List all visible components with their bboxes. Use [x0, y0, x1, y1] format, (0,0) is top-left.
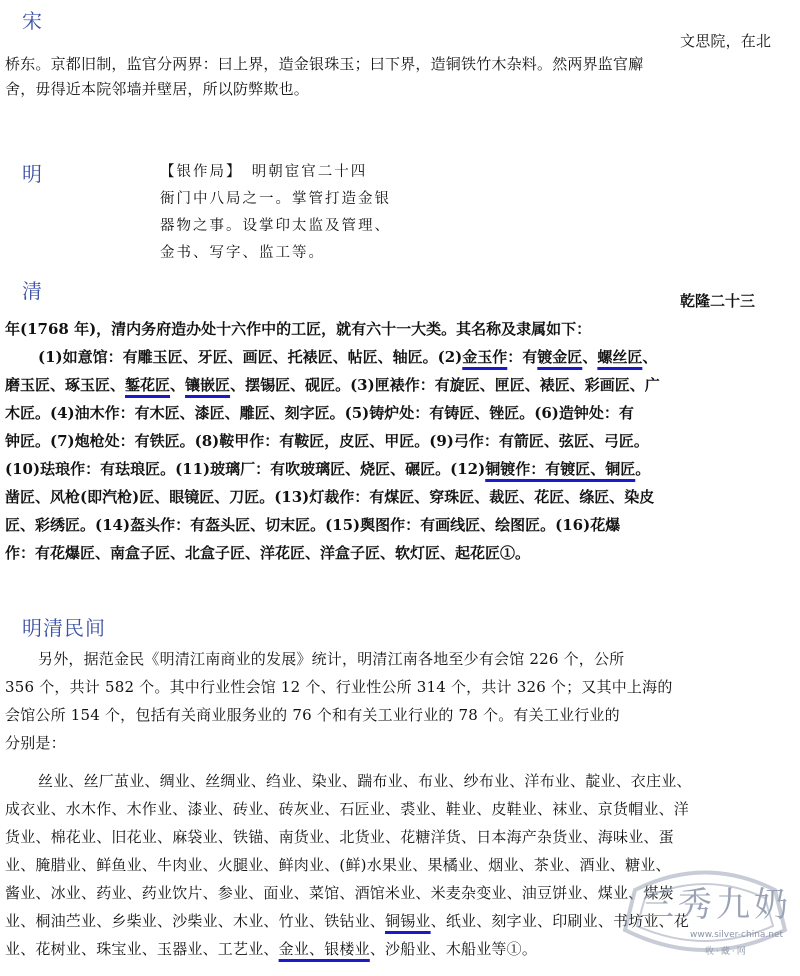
underlined-term: 铜镀作：有镀匠、铜匠 [485, 460, 636, 478]
text-segment: 钟匠。(7)炮枪处：有铁匠。(8)鞍甲作：有鞍匠，皮匠、甲匠。(9)弓作：有箭匠、弦匠、弓匠。 [5, 432, 649, 450]
text-segment: 酱业、冰业、药业、药业饮片、参业、面业、菜馆、酒馆米业、米麦杂变业、油豆饼业、煤业、煤炭 [5, 884, 674, 902]
text-segment: 木匠。(4)油木作：有木匠、漆匠、雕匠、刻字匠。(5)铸炉处：有铸匠、锉匠。(6)造钟处：有 [5, 404, 634, 422]
watermark-url: www.silver-china.net [690, 930, 784, 940]
text-segment: 、纸业、刻字业、印刷业、书坊业、花 [430, 912, 690, 930]
mingqing-line [5, 882, 674, 903]
text-segment: 另外，据范金民《明清江南商业的发展》统计，明清江南各地至少有会馆 226 个，公所 [38, 650, 625, 668]
mingqing-line [5, 854, 671, 875]
underlined-term: 镀金匠 [537, 348, 583, 366]
text-segment: 。 [635, 460, 651, 478]
text-segment: 业、桐油苎业、乡柴业、沙柴业、木业、竹业、铁钻业、 [5, 912, 386, 930]
song-line: 文思院，在北 [680, 32, 772, 50]
text-segment: 年(1768 年)，清内务府造办处十六作中的工匠，就有六十一大类。其名称及隶属如下： [5, 320, 592, 338]
text-segment: 会馆公所 154 个，包括有关商业服务业的 76 个和有关工业行业的 78 个。有关工业行业的 [5, 706, 620, 724]
heading-mingqing: 明清民间 [22, 616, 106, 640]
ming-line: 金书、写字、监工等。 [160, 245, 325, 261]
text-segment: (10)珐琅作：有珐琅匠。(11)玻璃厂：有吹玻璃匠、烧匠、碾匠。(12) [5, 460, 486, 478]
watermark-text: 三秀九奶 [640, 885, 792, 925]
ming-line: 【银作局】 明朝宦官二十四 [160, 164, 368, 180]
text-segment: 货业、棉花业、旧花业、麻袋业、铁锚、南货业、北货业、花糖洋货、日本海产杂货业、海味业、蛋 [5, 828, 674, 846]
text-segment: 匠、彩绣匠。(14)盔头作：有盔头匠、切末匠。(15)舆图作：有画线匠、绘图匠。(16)花爆 [5, 516, 621, 534]
heading-song: 宋 [22, 9, 43, 33]
qing-line [680, 290, 755, 311]
song-line: 舍，毋得近本院邻墙并壁居，所以防弊欺也。 [5, 80, 310, 98]
text-segment: 分别是： [5, 734, 66, 752]
mingqing-line [5, 704, 620, 725]
heading-ming: 明 [22, 162, 43, 186]
watermark-sub: 收·藏·网 [705, 947, 748, 957]
underlined-term: 金玉作 [462, 348, 508, 366]
mingqing-line [5, 826, 674, 847]
underlined-term: 铜锡业 [385, 912, 431, 930]
text-segment: ：有 [507, 348, 538, 366]
text-segment: 业、花树业、珠宝业、玉器业、工艺业、 [5, 940, 279, 958]
qing-line [5, 430, 649, 451]
text-segment: 、沙船业、木船业等①。 [369, 940, 538, 958]
mingqing-line [5, 732, 66, 753]
mingqing-line [5, 938, 537, 959]
qing-line [5, 542, 530, 563]
text-segment: (1)如意馆：有雕玉匠、牙匠、画匠、托裱匠、帖匠、轴匠。(2) [38, 348, 463, 366]
qing-line [5, 374, 660, 395]
underlined-term: 金业、银楼业 [278, 940, 370, 958]
text-segment: 成衣业、水木作、木作业、漆业、砖业、砖灰业、石匠业、裘业、鞋业、皮鞋业、袜业、京货帽业、洋 [5, 800, 690, 818]
mingqing-line [38, 770, 692, 791]
text-segment: 丝业、丝厂茧业、绸业、丝绸业、绉业、染业、踹布业、布业、纱布业、洋布业、靛业、衣庄业、 [38, 772, 692, 790]
mingqing-line [38, 648, 624, 669]
qing-line [5, 402, 634, 423]
mingqing-line [5, 676, 673, 697]
text-segment: 、 [642, 348, 658, 366]
text-segment: 、 [170, 376, 186, 394]
text-segment: 磨玉匠、琢玉匠、 [5, 376, 126, 394]
text-segment: 凿匠、风枪(即汽枪)匠、眼镜匠、刀匠。(13)灯裁作：有煤匠、穿珠匠、裁匠、花匠、绦匠、染皮 [5, 488, 655, 506]
text-segment: 、摆锡匠、砚匠。(3)匣裱作：有旋匠、匣匠、裱匠、彩画匠、广 [230, 376, 660, 394]
heading-qing: 清 [22, 279, 43, 303]
underlined-term: 镶嵌匠 [185, 376, 231, 394]
qing-line [5, 458, 650, 479]
ming-line: 器物之事。设掌印太监及管理、 [160, 218, 391, 234]
underlined-term: 錾花匠 [125, 376, 171, 394]
text-segment: 作：有花爆匠、南盒子匠、北盒子匠、洋花匠、洋盒子匠、软灯匠、起花匠①。 [5, 544, 531, 562]
qing-line [5, 318, 591, 339]
song-line: 桥东。京都旧制，监官分两界：曰上界，造金银珠玉；曰下界，造铜铁竹木杂料。然两界监官廨 [5, 55, 644, 73]
mingqing-line [5, 910, 689, 931]
text-segment: 乾隆二十三 [680, 292, 756, 310]
qing-line [38, 346, 657, 367]
text-segment: 业、腌腊业、鲜鱼业、牛肉业、火腿业、鲜肉业、(鲜)水果业、果橘业、烟业、茶业、酒业、糖业、 [5, 856, 671, 874]
underlined-term: 螺丝匠 [597, 348, 643, 366]
qing-line [5, 514, 620, 535]
qing-line [5, 486, 654, 507]
mingqing-line [5, 798, 689, 819]
text-segment: 356 个，共计 582 个。其中行业性会馆 12 个、行业性公所 314 个，共计 326 个；又其中上海的 [5, 678, 673, 696]
text-segment: 、 [582, 348, 598, 366]
ming-line: 衙门中八局之一。掌管打造金银 [160, 191, 391, 207]
